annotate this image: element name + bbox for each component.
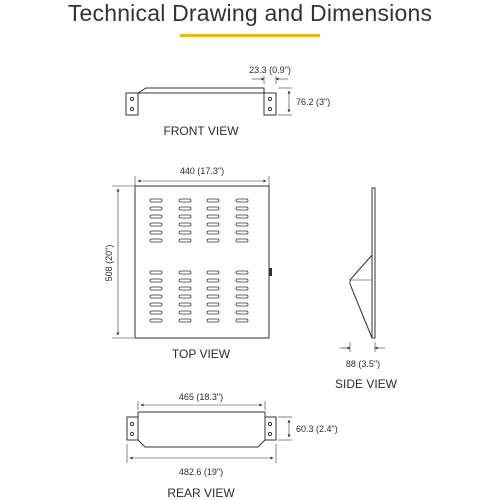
top-length-dimension: 508 (20") xyxy=(104,244,114,282)
vent-slot xyxy=(150,215,162,218)
front-view xyxy=(126,76,292,115)
vent-slot xyxy=(207,311,219,314)
vent-slot xyxy=(179,311,191,314)
side-height-dimension: 88 (3.5") xyxy=(345,359,381,369)
vent-slot xyxy=(236,279,248,282)
vent-slot xyxy=(236,295,248,298)
vent-slot xyxy=(207,239,219,242)
vent-slot xyxy=(236,319,248,322)
vent-slot xyxy=(236,287,248,290)
vent-slot xyxy=(179,303,191,306)
side-bracket xyxy=(350,255,372,338)
vent-slot xyxy=(236,207,248,210)
vent-slot xyxy=(207,295,219,298)
top-view-label: TOP VIEW xyxy=(171,347,231,361)
vent-slot xyxy=(236,303,248,306)
vent-slot xyxy=(179,287,191,290)
mount-hole xyxy=(130,107,133,110)
vent-slot xyxy=(207,215,219,218)
mount-hole xyxy=(268,432,271,435)
top-tab xyxy=(269,268,272,276)
rear-height-dimension: 60.3 (2.4") xyxy=(296,424,338,434)
vent-slot xyxy=(150,239,162,242)
rear-left-ear xyxy=(127,417,138,440)
vent-slot xyxy=(150,207,162,210)
vent-slot xyxy=(236,271,248,274)
vent-slot xyxy=(150,295,162,298)
vent-slot xyxy=(150,231,162,234)
vent-slot xyxy=(150,279,162,282)
front-view-label: FRONT VIEW xyxy=(163,124,239,138)
vent-slot xyxy=(179,207,191,210)
vent-slot xyxy=(207,271,219,274)
front-left-ear xyxy=(126,93,138,115)
vent-slot xyxy=(236,239,248,242)
vent-slot xyxy=(236,311,248,314)
vent-slot xyxy=(207,199,219,202)
vent-slot xyxy=(150,271,162,274)
vent-slot xyxy=(179,239,191,242)
rear-inner-width-dimension: 465 (18.3") xyxy=(178,392,224,402)
vent-slot xyxy=(179,279,191,282)
vent-slot xyxy=(179,295,191,298)
vent-slot xyxy=(179,199,191,202)
vent-slot xyxy=(207,303,219,306)
top-shelf-plate xyxy=(135,186,269,338)
rear-shelf-body xyxy=(138,412,265,447)
mount-hole xyxy=(268,107,271,110)
vent-slot xyxy=(179,231,191,234)
side-view xyxy=(340,188,385,352)
vent-slot xyxy=(150,199,162,202)
top-width-dimension: 440 (17.3") xyxy=(179,166,225,176)
vent-slot xyxy=(236,199,248,202)
rear-view xyxy=(127,401,292,463)
vent-slot xyxy=(150,311,162,314)
rear-view-label: REAR VIEW xyxy=(167,486,235,500)
vent-slot xyxy=(207,223,219,226)
vent-slot xyxy=(150,287,162,290)
front-right-ear xyxy=(264,93,276,115)
page-title: Technical Drawing and Dimensions xyxy=(67,0,433,26)
vent-slot xyxy=(236,223,248,226)
mount-hole xyxy=(130,432,133,435)
vent-slot xyxy=(179,215,191,218)
vent-slot xyxy=(207,287,219,290)
rear-outer-width-dimension: 482.6 (19") xyxy=(178,467,224,477)
side-vertical-plate xyxy=(372,188,375,338)
mount-hole xyxy=(130,422,133,425)
vent-slot xyxy=(150,223,162,226)
vent-slot xyxy=(207,319,219,322)
front-height-dimension: 76.2 (3") xyxy=(296,97,331,107)
mount-hole xyxy=(268,97,271,100)
vent-slots xyxy=(150,199,248,322)
vent-slot xyxy=(150,303,162,306)
vent-slot xyxy=(150,319,162,322)
mount-hole xyxy=(268,422,271,425)
front-shelf-top xyxy=(138,88,264,93)
vent-slot xyxy=(207,279,219,282)
top-view xyxy=(112,176,272,338)
mount-hole xyxy=(130,97,133,100)
side-view-label: SIDE VIEW xyxy=(334,377,398,391)
vent-slot xyxy=(207,207,219,210)
rear-right-ear xyxy=(265,417,276,440)
vent-slot xyxy=(179,319,191,322)
vent-slot xyxy=(179,223,191,226)
vent-slot xyxy=(179,271,191,274)
vent-slot xyxy=(207,231,219,234)
vent-slot xyxy=(236,215,248,218)
vent-slot xyxy=(236,231,248,234)
front-depth-dimension: 23.3 (0.9") xyxy=(249,65,291,75)
